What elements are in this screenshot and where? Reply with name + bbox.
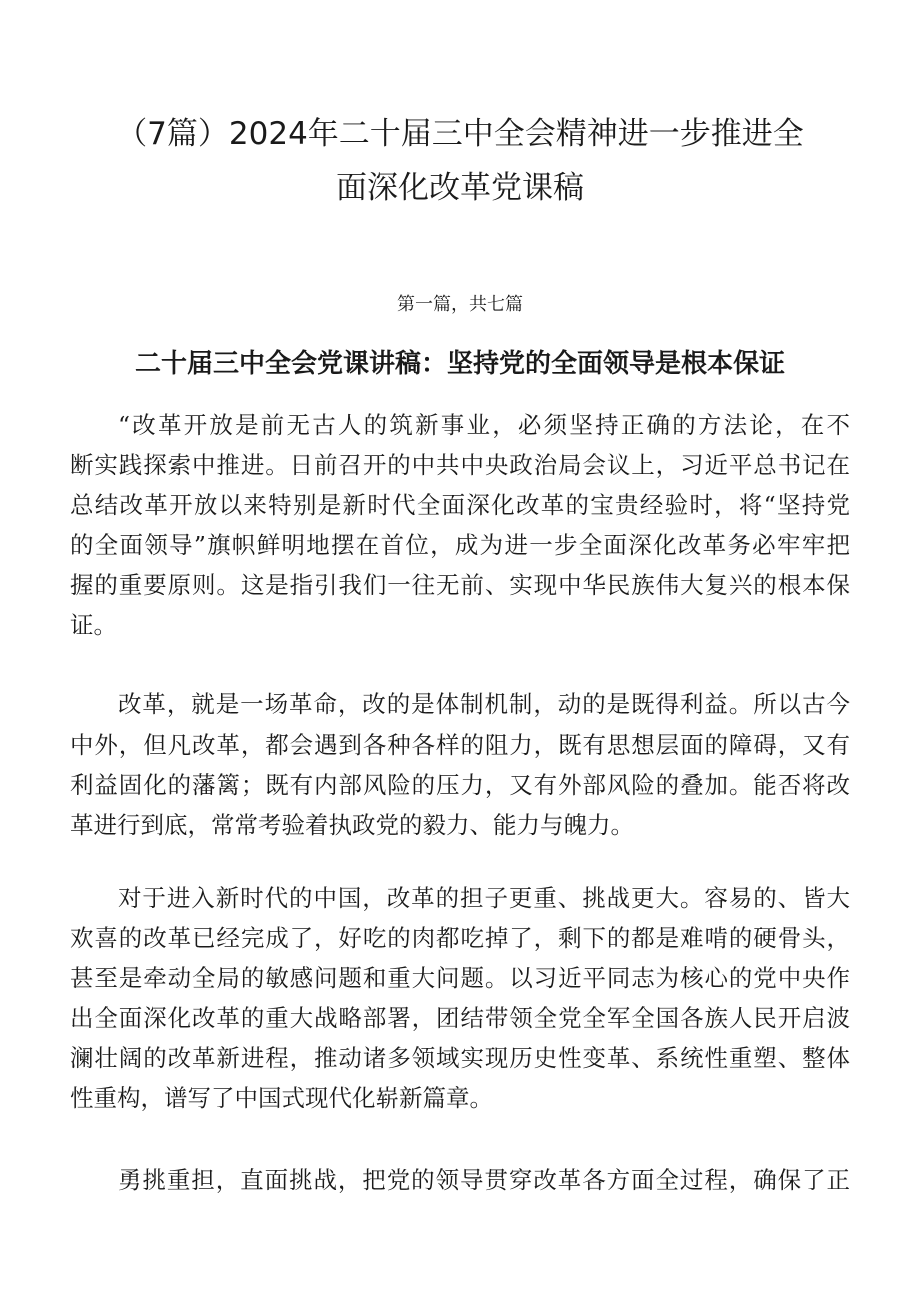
paragraph-line: 中外，但凡改革，都会遇到各种各样的阻力，既有思想层面的障碍，又有 <box>70 731 850 759</box>
paragraph-line: 对于进入新时代的中国，改革的担子更重、挑战更大。容易的、皆大 <box>118 884 850 912</box>
document-title-line-2: 面深化改革党课稿 <box>336 170 584 206</box>
paragraph-line: 证。 <box>70 611 117 639</box>
paragraph-line: 甚至是牵动全局的敏感问题和重大问题。以习近平同志为核心的党中央作 <box>70 964 850 992</box>
paragraph-line: 改革，就是一场革命，改的是体制机制，动的是既得利益。所以古今 <box>118 690 850 718</box>
paragraph-line: “改革开放是前无古人的筑新事业，必须坚持正确的方法论，在不 <box>118 411 850 439</box>
document-title-line-1: （7篇）2024年二十届三中全会精神进一步推进全 <box>116 116 804 152</box>
paragraph-line: 断实践探索中推进。日前召开的中共中央政治局会议上，习近平总书记在 <box>70 451 850 479</box>
part-label: 第一篇，共七篇 <box>397 294 523 315</box>
paragraph-line: 勇挑重担，直面挑战，把党的领导贯穿改革各方面全过程，确保了正 <box>118 1166 850 1194</box>
section-title: 二十届三中全会党课讲稿：坚持党的全面领导是根本保证 <box>134 349 785 379</box>
paragraph-line: 澜壮阔的改革新进程，推动诸多领域实现历史性变革、系统性重塑、整体 <box>70 1044 850 1072</box>
paragraph-line: 利益固化的藩篱；既有内部风险的压力，又有外部风险的叠加。能否将改 <box>70 771 850 799</box>
paragraph-line: 握的重要原则。这是指引我们一往无前、实现中华民族伟大复兴的根本保 <box>70 571 850 599</box>
paragraph-line: 性重构，谱写了中国式现代化崭新篇章。 <box>70 1084 493 1112</box>
paragraph-line: 出全面深化改革的重大战略部署，团结带领全党全军全国各族人民开启波 <box>70 1004 850 1032</box>
paragraph-line: 欢喜的改革已经完成了，好吃的肉都吃掉了，剩下的都是难啃的硬骨头， <box>70 924 850 952</box>
paragraph-line: 总结改革开放以来特别是新时代全面深化改革的宝贵经验时，将“坚持党 <box>70 491 850 519</box>
paragraph-line: 的全面领导”旗帜鲜明地摆在首位，成为进一步全面深化改革务必牢牢把 <box>70 531 850 559</box>
paragraph-line: 革进行到底，常常考验着执政党的毅力、能力与魄力。 <box>70 811 634 839</box>
